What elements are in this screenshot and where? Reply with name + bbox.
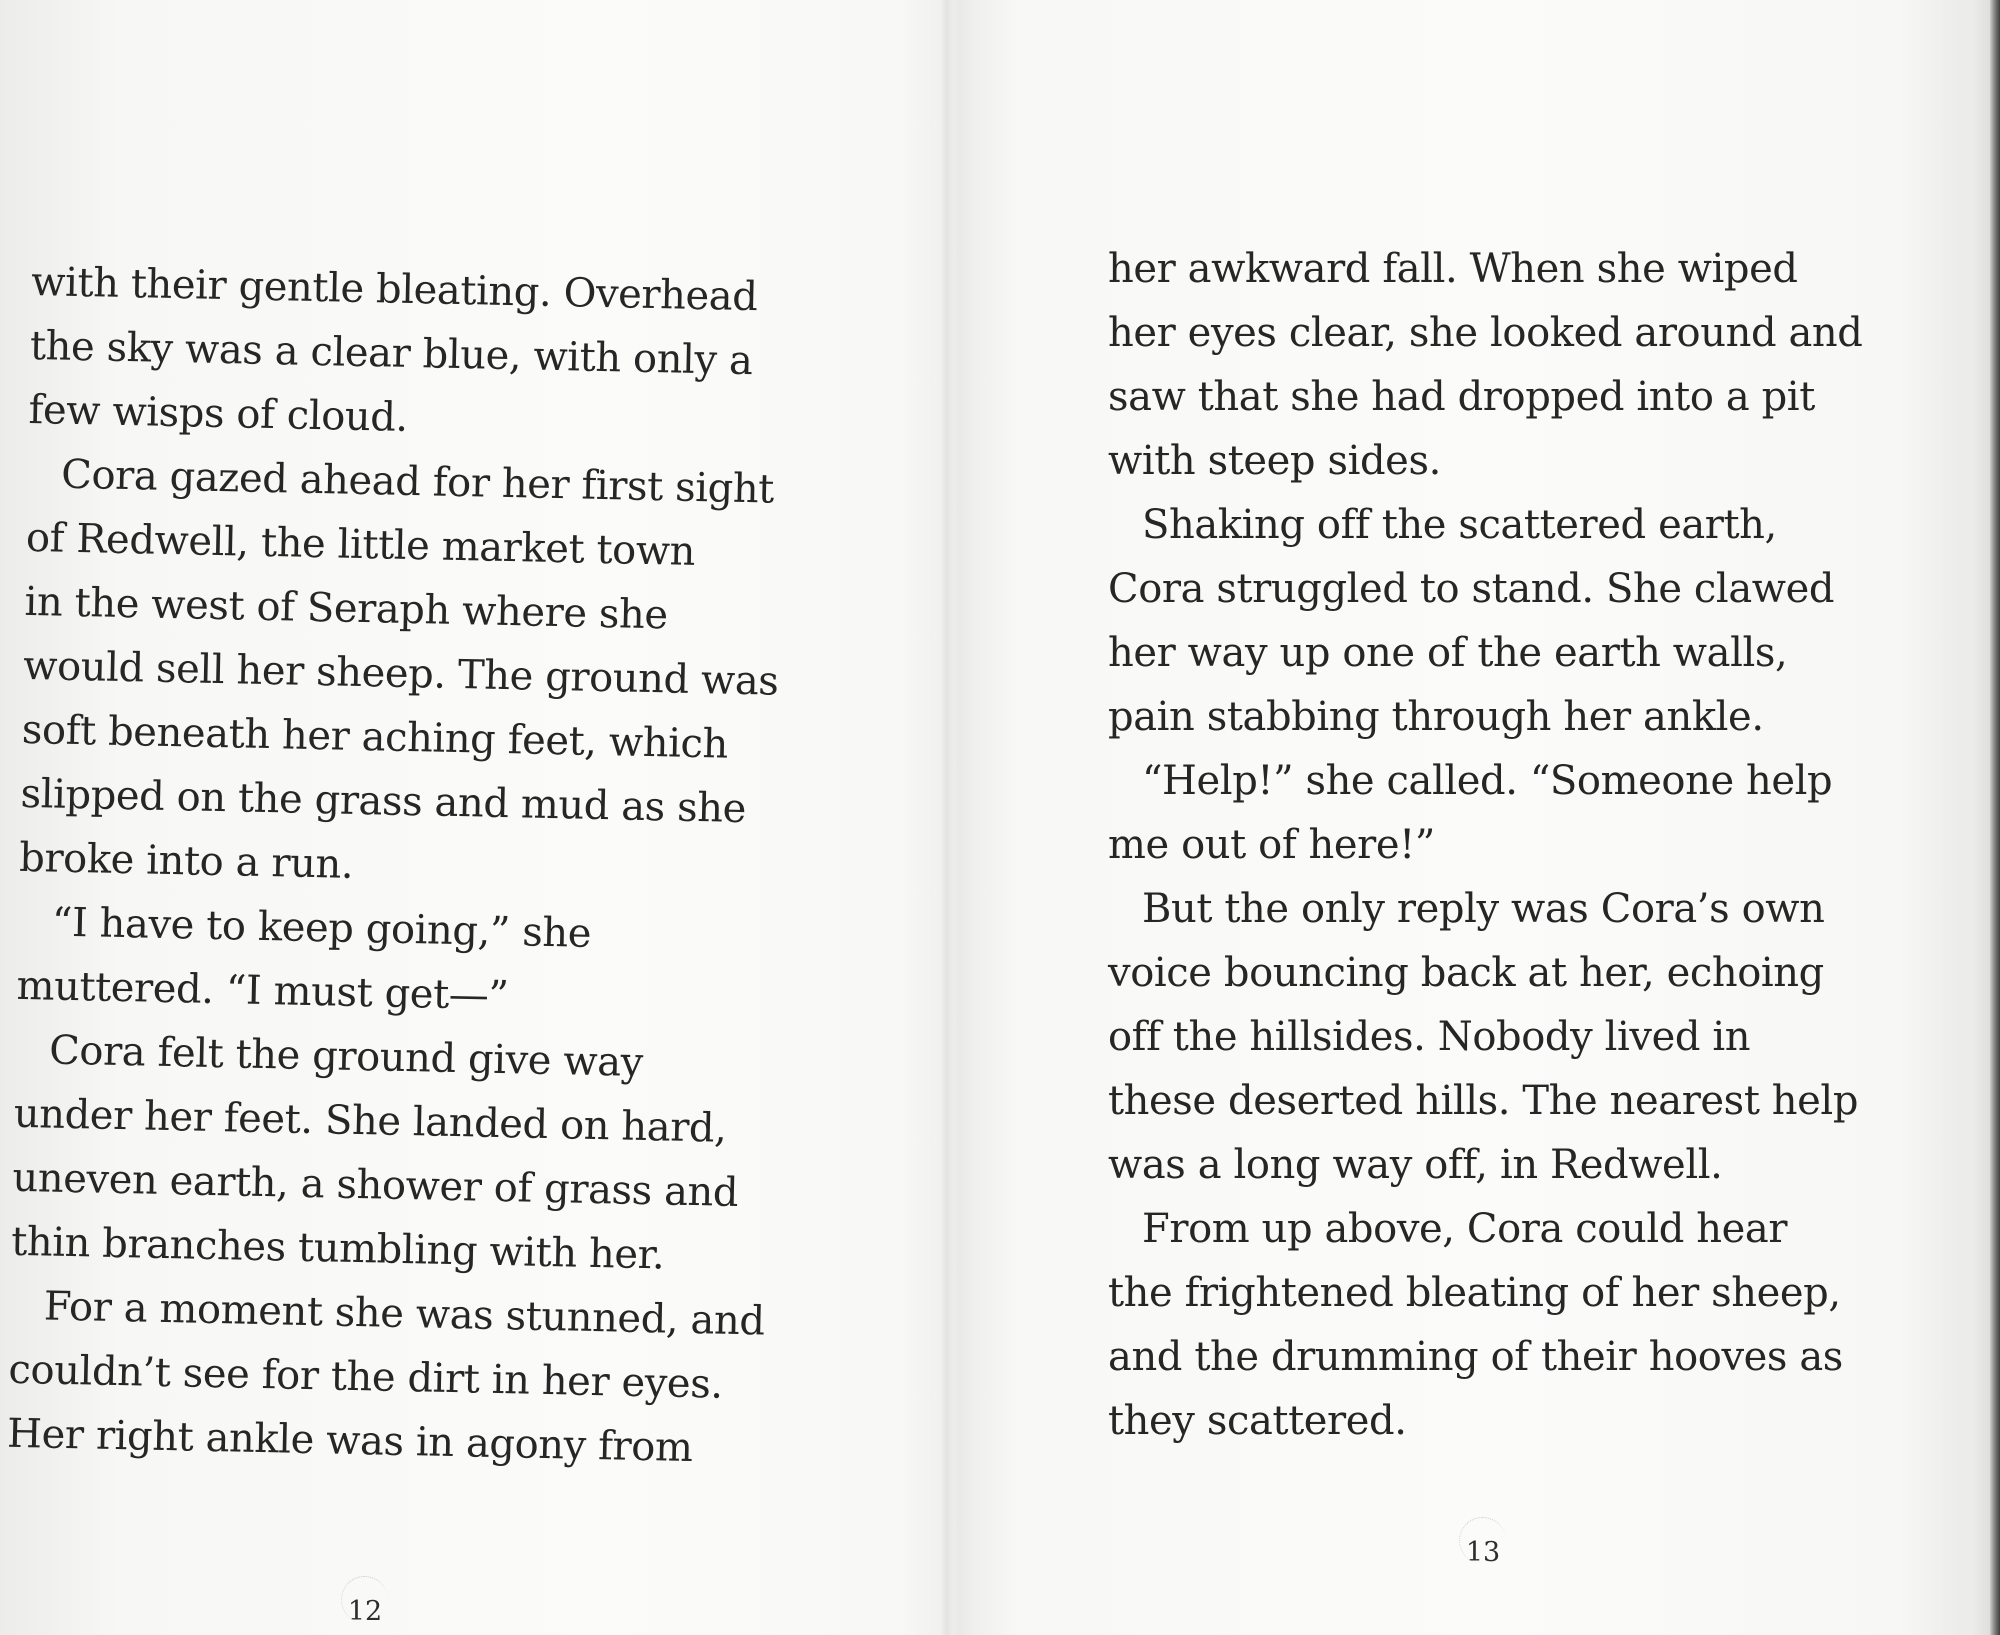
text-line: soft beneath her aching feet, which	[21, 706, 729, 768]
text-line: pain stabbing through her ankle.	[1108, 694, 1764, 740]
text-line: Cora struggled to stand. She clawed	[1108, 566, 1835, 612]
right-page-text	[1108, 237, 1863, 1453]
text-line: saw that she had dropped into a pit	[1108, 374, 1815, 420]
text-line: her way up one of the earth walls,	[1108, 630, 1788, 676]
text-line: “I have to keep going,” she	[51, 899, 592, 957]
page-edge-shadow	[1972, 0, 1990, 1635]
text-line: off the hillsides. Nobody lived in	[1108, 1014, 1751, 1060]
text-line: “Help!” she called. “Someone help	[1142, 758, 1833, 804]
text-line: couldn’t see for the dirt in her eyes.	[8, 1346, 724, 1408]
text-line: her eyes clear, she looked around and	[1108, 310, 1863, 356]
text-line: Shaking off the scattered earth,	[1142, 502, 1777, 548]
text-line: with their gentle bleating. Overhead	[30, 258, 758, 321]
book-gutter	[940, 0, 954, 1635]
text-line: Cora gazed ahead for her first sight	[60, 451, 775, 513]
book-edge	[1990, 0, 2000, 1635]
text-line: the sky was a clear blue, with only a	[29, 322, 753, 385]
text-line: and the drumming of their hooves as	[1108, 1334, 1843, 1380]
text-line: muttered. “I must get—”	[16, 962, 509, 1020]
text-line: But the only reply was Cora’s own	[1142, 886, 1825, 932]
text-line: would sell her sheep. The ground was	[22, 642, 779, 705]
right-page-number: 13	[1453, 1523, 1513, 1583]
text-line: slipped on the grass and mud as she	[20, 770, 747, 833]
text-line: voice bouncing back at her, echoing	[1108, 950, 1824, 996]
text-line: with steep sides.	[1108, 438, 1441, 484]
text-line: was a long way off, in Redwell.	[1108, 1142, 1723, 1188]
text-line: From up above, Cora could hear	[1142, 1206, 1788, 1252]
text-line: in the west of Seraph where she	[24, 578, 669, 639]
text-line: of Redwell, the little market town	[25, 514, 696, 575]
text-line: these deserted hills. The nearest help	[1108, 1078, 1859, 1124]
text-line: thin branches tumbling with her.	[10, 1218, 665, 1279]
text-line: few wisps of cloud.	[28, 386, 409, 441]
text-line: For a moment she was stunned, and	[43, 1283, 766, 1345]
text-line: under her feet. She landed on hard,	[13, 1090, 727, 1152]
text-line: they scattered.	[1108, 1398, 1407, 1444]
text-line: her awkward fall. When she wiped	[1108, 246, 1798, 292]
text-line: broke into a run.	[18, 834, 354, 888]
text-line: Her right ankle was in agony from	[6, 1410, 693, 1472]
left-page-text	[7, 250, 788, 1482]
text-line: uneven earth, a shower of grass and	[12, 1154, 739, 1216]
text-line: Cora felt the ground give way	[48, 1027, 644, 1086]
right-page	[1108, 0, 1888, 1635]
left-page-number: 12	[335, 1582, 395, 1635]
text-line: the frightened bleating of her sheep,	[1108, 1270, 1841, 1316]
left-page	[6, 0, 790, 1635]
text-line: me out of here!”	[1108, 822, 1435, 868]
